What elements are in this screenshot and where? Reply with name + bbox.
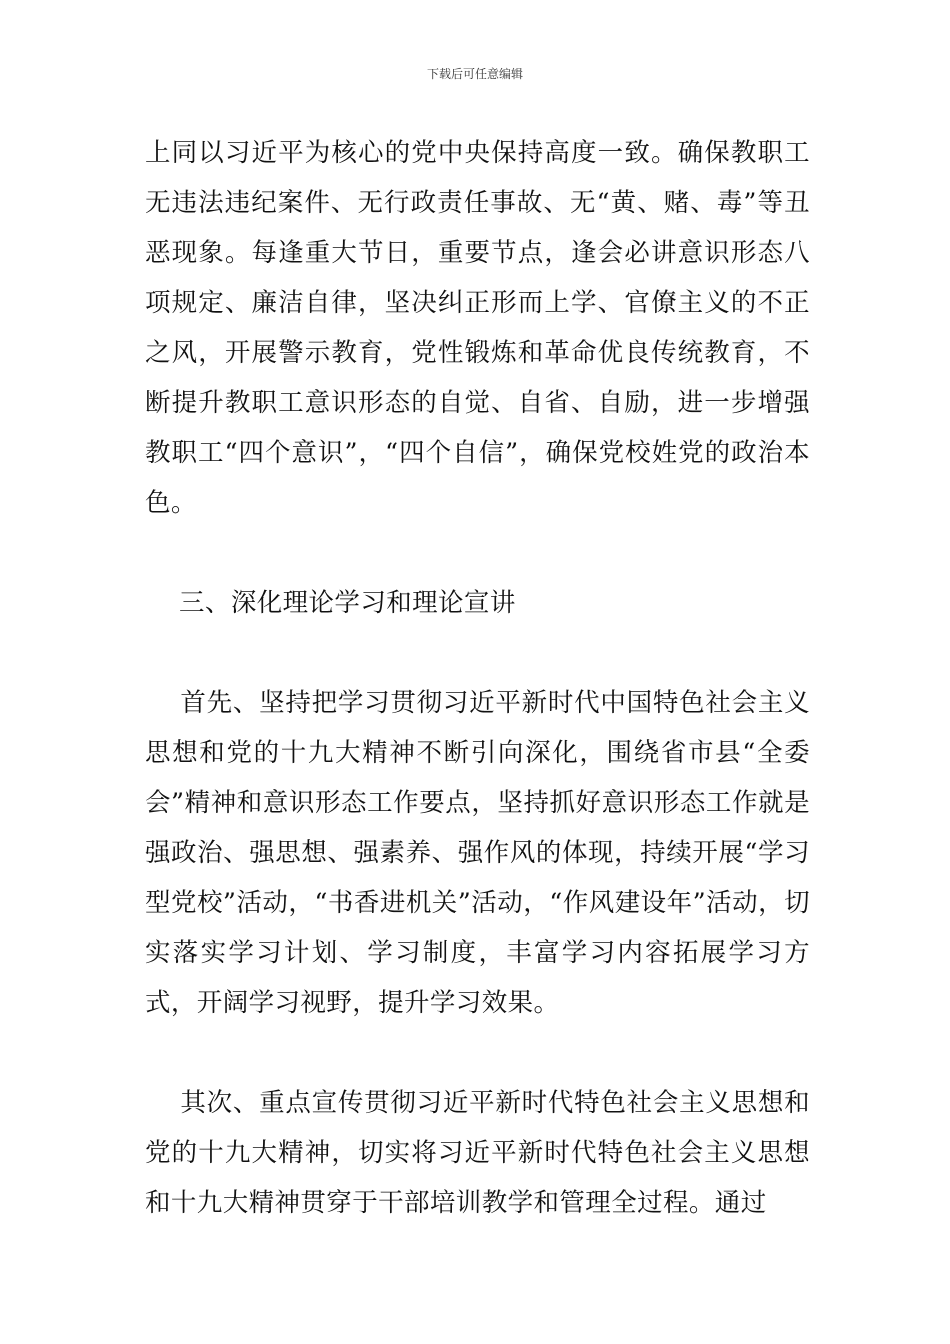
paragraph-first-text: 首先、坚持把学习贯彻习近平新时代中国特色社会主义思想和党的十九大精神不断引向深化，围绕省市县“全委会”精神和意识形态工作要点，坚持抓好意识形态工作就是强政治、强思想、强素养、强作风的体现，持续开展“学习型党校”活动，“书香进机关”活动，“作风建设年”活动，切实落实学习计划、学习制度，丰富学习内容拓展学习方式，开阔学习视野，提升学习效果。	[145, 688, 810, 1018]
paragraph-second	[145, 1078, 810, 1228]
paragraph-indent	[145, 1088, 180, 1118]
page-header-note: 下载后可任意编辑	[426, 67, 523, 81]
section-heading-text: 三、深化理论学习和理论宣讲	[179, 588, 516, 618]
paragraph-continuation: 上同以习近平为核心的党中央保持高度一致。确保教职工无违法违纪案件、无行政责任事故、无“黄、赌、毒”等丑恶现象。每逢重大节日，重要节点，逢会必讲意识形态八项规定、廉洁自律，坚决纠正形而上学、官僚主义的不正之风，开展警示教育，党性锻炼和革命优良传统教育，不断提升教职工意识形态的自觉、自省、自励，进一步增强教职工“四个意识”，“四个自信”，确保党校姓党的政治本色。	[145, 138, 810, 518]
paragraph-first	[145, 678, 810, 1028]
heading-indent	[145, 588, 179, 618]
section-heading	[145, 578, 810, 628]
document-body	[145, 128, 810, 1228]
paragraph-indent	[145, 688, 180, 718]
paragraph-second-text: 其次、重点宣传贯彻习近平新时代特色社会主义思想和党的十九大精神，切实将习近平新时代特色社会主义思想和十九大精神贯穿于干部培训教学和管理全过程。通过	[145, 1088, 810, 1218]
